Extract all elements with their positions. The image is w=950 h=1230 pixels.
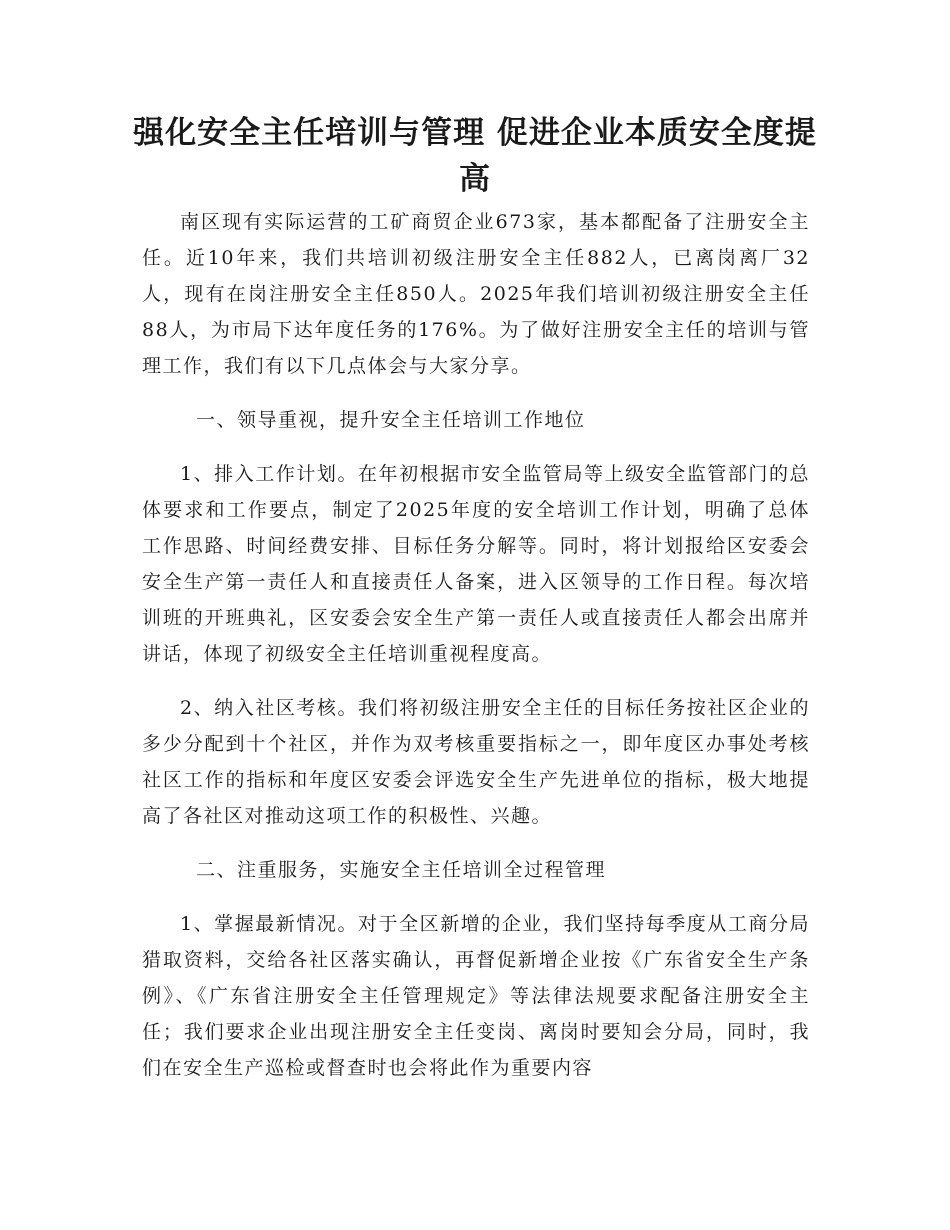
paragraph-2-1: 1、掌握最新情况。对于全区新增的企业，我们坚持每季度从工商分局猎取资料，交给各社区落实确认，再督促新增企业按《广东省安全生产条例》、《广东省注册安全主任管理规定》等法律法规要求配备注册安全主任；我们要求企业出现注册安全主任变岗、离岗时要知会分局，同时，我们在安全生产巡检或督查时也会将此作为重要内容 (142, 913, 810, 1079)
paragraph-intro: 南区现有实际运营的工矿商贸企业673家，基本都配备了注册安全主任。近10年来，我们共培训初级注册安全主任882人，已离岗离厂32人，现有在岗注册安全主任850人。2025年我们培训初级注册安全主任88人，为市局下达年度任务的176%。为了做好注册安全主任的培训与管理工作，我们有以下几点体会与大家分享。 (142, 211, 810, 377)
document-body (142, 204, 810, 1104)
document-title: 强化安全主任培训与管理 促进企业本质安全度提高 (133, 115, 817, 197)
paragraph-1-1: 1、排入工作计划。在年初根据市安全监管局等上级安全监管部门的总体要求和工作要点，制定了2025年度的安全培训工作计划，明确了总体工作思路、时间经费安排、目标任务分解等。同时，将计划报给区安委会安全生产第一责任人和直接责任人备案，进入区领导的工作日程。每次培训班的开班典礼，区安委会安全生产第一责任人或直接责任人都会出席并讲话，体现了初级安全主任培训重视程度高。 (142, 463, 810, 665)
paragraph-1-2: 2、纳入社区考核。我们将初级注册安全主任的目标任务按社区企业的多少分配到十个社区，并作为双考核重要指标之一，即年度区办事处考核社区工作的指标和年度区安委会评选安全生产先进单位的指标，极大地提高了各社区对推动这项工作的积极性、兴趣。 (142, 697, 810, 827)
section-heading-1: 一、领导重视，提升安全主任培训工作地位 (196, 409, 586, 431)
section-heading-2: 二、注重服务，实施安全主任培训全过程管理 (196, 859, 607, 881)
